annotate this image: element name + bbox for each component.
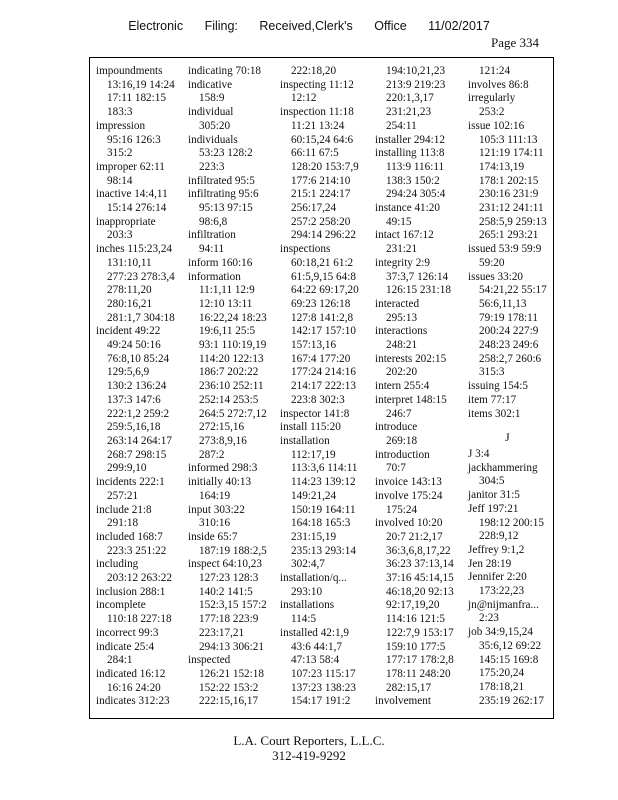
index-entry: interactions <box>375 325 428 338</box>
index-entry: installing 113:8 <box>375 147 445 160</box>
index-continuation: 164:18 165:3 <box>291 517 351 530</box>
index-entry: issues 33:20 <box>468 270 524 283</box>
index-continuation: 177:6 214:10 <box>291 174 351 187</box>
section-letter: J <box>505 430 510 445</box>
index-entry: irregularly <box>468 92 516 105</box>
index-continuation: 223:3 251:22 <box>107 544 167 557</box>
word-index-box <box>89 57 554 719</box>
index-entry: incidents 222:1 <box>96 476 165 489</box>
index-entry: impression <box>96 119 146 132</box>
index-continuation: 173:22,23 <box>479 585 525 598</box>
index-continuation: 315:2 <box>107 147 133 160</box>
index-continuation: 157:13,16 <box>291 339 337 352</box>
index-continuation: 56:6,11,13 <box>479 297 527 310</box>
header-electronic: Electronic <box>128 19 184 33</box>
footer <box>0 733 618 763</box>
index-entry: Jen 28:19 <box>468 557 512 570</box>
index-continuation: 94:11 <box>199 243 225 256</box>
index-continuation: 231:21 <box>386 243 418 256</box>
index-continuation: 37:3,7 126:14 <box>386 270 449 283</box>
index-entry: input 303:22 <box>188 503 245 516</box>
index-continuation: 17:11 182:15 <box>107 92 166 105</box>
index-entry: items 302:1 <box>468 407 521 420</box>
index-entry: improper 62:11 <box>96 160 165 173</box>
header-office: Office <box>374 19 407 33</box>
header-received: Received,Clerk's <box>259 19 353 33</box>
index-continuation: 198:12 200:15 <box>479 516 544 529</box>
index-entry: impoundments <box>96 65 163 77</box>
index-continuation: 177:18 223:9 <box>199 613 259 626</box>
index-continuation: 299:9,10 <box>107 462 147 475</box>
index-entry: Jeffrey 9:1,2 <box>468 543 525 556</box>
index-continuation: 66:11 67:5 <box>291 147 339 160</box>
index-continuation: 167:4 177:20 <box>291 352 351 365</box>
index-continuation: 305:20 <box>199 119 231 132</box>
index-continuation: 95:16 126:3 <box>107 133 161 146</box>
index-continuation: 12:12 <box>291 92 317 105</box>
index-continuation: 248:23 249:6 <box>479 339 539 352</box>
index-continuation: 129:5,6,9 <box>107 366 150 379</box>
index-continuation: 60:15,24 64:6 <box>291 133 354 146</box>
index-entry: infiltration <box>188 229 236 242</box>
index-continuation: 154:17 191:2 <box>291 695 351 708</box>
index-continuation: 152:3,15 157:2 <box>199 599 267 612</box>
index-continuation: 126:15 231:18 <box>386 284 451 297</box>
index-continuation: 230:16 231:9 <box>479 188 539 201</box>
index-continuation: 263:14 264:17 <box>107 434 172 447</box>
index-continuation: 231:21,23 <box>386 106 432 119</box>
index-entry: introduce <box>375 421 418 434</box>
index-continuation: 282:15,17 <box>386 681 432 694</box>
index-entry: integrity 2:9 <box>375 256 430 269</box>
page-number: Page 334 <box>491 35 540 50</box>
index-continuation: 187:19 188:2,5 <box>199 544 267 557</box>
index-entry: intact 167:12 <box>375 229 434 242</box>
index-continuation: 259:5,16,18 <box>107 421 161 434</box>
index-continuation: 105:3 111:13 <box>479 133 538 146</box>
index-entry: installer 294:12 <box>375 133 445 146</box>
index-continuation: 159:10 177:5 <box>386 640 446 653</box>
index-continuation: 16:22,24 18:23 <box>199 311 267 324</box>
index-continuation: 152:22 153:2 <box>199 681 259 694</box>
index-continuation: 202:20 <box>386 366 418 379</box>
index-entry: including <box>96 558 139 571</box>
index-entry: Jennifer 2:20 <box>468 571 527 584</box>
index-continuation: 222:15,16,17 <box>199 695 259 708</box>
index-entry: individual <box>188 106 234 119</box>
index-continuation: 113:9 116:11 <box>386 160 445 173</box>
index-entry: inspection 11:18 <box>280 106 354 119</box>
index-entry: janitor 31:5 <box>468 489 520 502</box>
index-continuation: 258:2,7 260:6 <box>479 352 542 365</box>
index-entry: interests 202:15 <box>375 352 447 365</box>
index-entry: indicate 25:4 <box>96 640 155 653</box>
index-entry: infiltrating 95:6 <box>188 188 259 201</box>
index-continuation: 277:23 278:3,4 <box>107 270 175 283</box>
index-entry: inspections <box>280 243 331 256</box>
index-continuation: 183:3 <box>107 106 133 119</box>
index-continuation: 79:19 178:11 <box>479 311 538 324</box>
index-entry: issued 53:9 59:9 <box>468 243 542 256</box>
index-continuation: 69:23 126:18 <box>291 297 351 310</box>
index-continuation: 287:2 <box>199 448 225 461</box>
index-entry: informed 298:3 <box>188 462 258 475</box>
index-continuation: 113:3,6 114:11 <box>291 462 358 475</box>
index-continuation: 223:17,21 <box>199 626 245 639</box>
index-continuation: 194:10,21,23 <box>386 65 446 77</box>
index-continuation: 121:24 <box>479 65 511 77</box>
index-continuation: 177:17 178:2,8 <box>386 654 454 667</box>
index-continuation: 13:16,19 14:24 <box>107 78 175 91</box>
index-continuation: 126:21 152:18 <box>199 667 264 680</box>
index-continuation: 293:10 <box>291 585 323 598</box>
index-continuation: 315:3 <box>479 366 505 379</box>
index-continuation: 254:11 <box>386 119 417 132</box>
index-continuation: 98:6,8 <box>199 215 228 228</box>
index-entry: installation/q... <box>280 572 347 585</box>
index-entry: inspecting 11:12 <box>280 78 354 91</box>
index-continuation: 130:2 136:24 <box>107 380 167 393</box>
index-continuation: 36:3,6,8,17,22 <box>386 544 451 557</box>
index-continuation: 236:10 252:11 <box>199 380 264 393</box>
index-column-5 <box>468 65 547 708</box>
index-continuation: 60:18,21 61:2 <box>291 256 354 269</box>
index-continuation: 11:1,11 12:9 <box>199 284 255 297</box>
index-continuation: 178:11 248:20 <box>386 667 451 680</box>
index-continuation: 114:5 <box>291 613 317 626</box>
index-continuation: 235:13 293:14 <box>291 544 356 557</box>
index-continuation: 220:1,3,17 <box>386 92 434 105</box>
index-continuation: 280:16,21 <box>107 297 153 310</box>
index-continuation: 294:24 305:4 <box>386 188 446 201</box>
index-column-1 <box>96 65 175 709</box>
index-continuation: 178:1 202:15 <box>479 174 539 187</box>
index-entry: inspector 141:8 <box>280 407 350 420</box>
index-continuation: 59:20 <box>479 256 505 269</box>
index-entry: item 77:17 <box>468 393 517 406</box>
index-continuation: 114:20 122:13 <box>199 352 264 365</box>
index-continuation: 11:21 13:24 <box>291 119 345 132</box>
index-entry: J 3:4 <box>468 447 490 460</box>
index-continuation: 252:14 253:5 <box>199 393 259 406</box>
index-entry: indicated 16:12 <box>96 667 166 680</box>
index-column-4 <box>375 65 454 709</box>
index-continuation: 264:5 272:7,12 <box>199 407 267 420</box>
index-continuation: 93:1 110:19,19 <box>199 339 267 352</box>
index-continuation: 174:13,19 <box>479 160 525 173</box>
footer-company: L.A. Court Reporters, L.L.C. <box>233 733 385 748</box>
index-continuation: 127:8 141:2,8 <box>291 311 354 324</box>
index-continuation: 36:23 37:13,14 <box>386 558 454 571</box>
index-continuation: 53:23 128:2 <box>199 147 253 160</box>
index-continuation: 47:13 58:4 <box>291 654 340 667</box>
index-entry: information <box>188 270 241 283</box>
index-entry: involve 175:24 <box>375 489 443 502</box>
index-entry: inches 115:23,24 <box>96 243 173 256</box>
index-continuation: 200:24 227:9 <box>479 325 539 338</box>
filing-header <box>0 19 618 33</box>
index-continuation: 112:17,19 <box>291 448 336 461</box>
index-entry: inspected <box>188 654 231 667</box>
index-continuation: 291:18 <box>107 517 139 530</box>
index-continuation: 70:7 <box>386 462 406 475</box>
index-continuation: 12:10 13:11 <box>199 297 253 310</box>
index-continuation: 20:7 21:2,17 <box>386 530 443 543</box>
index-continuation: 64:22 69:17,20 <box>291 284 359 297</box>
index-continuation: 213:9 219:23 <box>386 78 446 91</box>
index-entry: indicative <box>188 78 233 91</box>
index-continuation: 269:18 <box>386 434 418 447</box>
index-entry: incident 49:22 <box>96 325 161 338</box>
index-continuation: 235:19 262:17 <box>479 694 544 707</box>
index-entry: indicates 312:23 <box>96 695 170 708</box>
index-continuation: 140:2 141:5 <box>199 585 253 598</box>
index-continuation: 175:24 <box>386 503 418 516</box>
index-entry: involved 10:20 <box>375 517 443 530</box>
index-continuation: 256:17,24 <box>291 202 337 215</box>
index-entry: involves 86:8 <box>468 78 529 91</box>
index-entry: invoice 143:13 <box>375 476 442 489</box>
index-entry: installations <box>280 599 335 612</box>
index-continuation: 177:24 214:16 <box>291 366 356 379</box>
index-continuation: 284:1 <box>107 654 133 667</box>
index-continuation: 302:4,7 <box>291 558 325 571</box>
index-continuation: 294:14 296:22 <box>291 229 356 242</box>
index-continuation: 278:11,20 <box>107 284 152 297</box>
index-continuation: 175:20,24 <box>479 667 525 680</box>
index-entry: introduction <box>375 448 430 461</box>
index-continuation: 110:18 227:18 <box>107 613 172 626</box>
index-continuation: 203:12 263:22 <box>107 572 172 585</box>
index-continuation: 35:6,12 69:22 <box>479 639 542 652</box>
index-entry: inactive 14:4,11 <box>96 188 168 201</box>
index-entry: installed 42:1,9 <box>280 626 349 639</box>
index-entry: inspect 64:10,23 <box>188 558 262 571</box>
index-entry: jackhammering <box>468 461 538 474</box>
index-continuation: 257:21 <box>107 489 139 502</box>
index-continuation: 248:21 <box>386 339 418 352</box>
index-continuation: 253:2 <box>479 106 505 119</box>
index-continuation: 149:21,24 <box>291 489 337 502</box>
index-continuation: 98:14 <box>107 174 133 187</box>
index-continuation: 49:24 50:16 <box>107 339 161 352</box>
index-entry: inclusion 288:1 <box>96 585 166 598</box>
header-date: 11/02/2017 <box>428 19 490 33</box>
index-continuation: 273:8,9,16 <box>199 434 247 447</box>
index-entry: inappropriate <box>96 215 156 228</box>
index-continuation: 121:19 174:11 <box>479 147 544 160</box>
index-continuation: 137:3 147:6 <box>107 393 161 406</box>
index-continuation: 19:6,11 25:5 <box>199 325 256 338</box>
index-entry: intern 255:4 <box>375 380 430 393</box>
index-continuation: 158:9 <box>199 92 225 105</box>
index-continuation: 43:6 44:1,7 <box>291 640 342 653</box>
index-entry: infiltrated 95:5 <box>188 174 255 187</box>
index-continuation: 92:17,19,20 <box>386 599 440 612</box>
index-entry: issuing 154:5 <box>468 380 528 393</box>
index-continuation: 76:8,10 85:24 <box>107 352 170 365</box>
index-continuation: 138:3 150:2 <box>386 174 440 187</box>
index-continuation: 186:7 202:22 <box>199 366 259 379</box>
index-entry: installation <box>280 434 330 447</box>
index-entry: incomplete <box>96 599 146 612</box>
index-continuation: 137:23 138:23 <box>291 681 356 694</box>
index-entry: issue 102:16 <box>468 119 525 132</box>
index-entry: initially 40:13 <box>188 476 252 489</box>
index-continuation: 265:1 293:21 <box>479 229 539 242</box>
index-entry: interacted <box>375 297 420 310</box>
index-entry: included 168:7 <box>96 530 163 543</box>
index-continuation: 294:13 306:21 <box>199 640 264 653</box>
index-entry: incorrect 99:3 <box>96 626 159 639</box>
index-column-2 <box>188 65 267 709</box>
index-continuation: 95:13 97:15 <box>199 202 253 215</box>
index-column-3 <box>280 65 359 709</box>
index-continuation: 107:23 115:17 <box>291 667 356 680</box>
index-continuation: 150:19 164:11 <box>291 503 356 516</box>
index-continuation: 61:5,9,15 64:8 <box>291 270 356 283</box>
index-continuation: 257:2 258:20 <box>291 215 351 228</box>
index-continuation: 272:15,16 <box>199 421 245 434</box>
index-entry: individuals <box>188 133 238 146</box>
index-continuation: 268:7 298:15 <box>107 448 167 461</box>
index-continuation: 231:15,19 <box>291 530 337 543</box>
index-entry: involvement <box>375 695 431 708</box>
index-continuation: 281:1,7 304:18 <box>107 311 175 324</box>
index-continuation: 2:23 <box>479 612 499 625</box>
index-continuation: 178:18,21 <box>479 680 525 693</box>
index-continuation: 16:16 24:20 <box>107 681 161 694</box>
index-continuation: 258:5,9 259:13 <box>479 215 547 228</box>
index-continuation: 310:16 <box>199 517 231 530</box>
index-continuation: 15:14 276:14 <box>107 202 167 215</box>
index-continuation: 114:23 139:12 <box>291 476 356 489</box>
index-entry: install 115:20 <box>280 421 341 434</box>
index-continuation: 228:9,12 <box>479 530 519 543</box>
index-continuation: 122:7,9 153:17 <box>386 626 454 639</box>
index-continuation: 127:23 128:3 <box>199 572 259 585</box>
index-entry: job 34:9,15,24 <box>468 626 533 639</box>
index-entry: include 21:8 <box>96 503 152 516</box>
index-continuation: 222:18,20 <box>291 65 337 77</box>
index-entry: inform 160:16 <box>188 256 253 269</box>
index-continuation: 203:3 <box>107 229 133 242</box>
index-continuation: 145:15 169:8 <box>479 653 539 666</box>
index-continuation: 295:13 <box>386 311 418 324</box>
header-filing: Filing: <box>204 19 238 33</box>
index-entry: indicating 70:18 <box>188 65 262 77</box>
index-continuation: 49:15 <box>386 215 412 228</box>
index-continuation: 142:17 157:10 <box>291 325 356 338</box>
index-continuation: 246:7 <box>386 407 412 420</box>
index-continuation: 231:12 241:11 <box>479 202 544 215</box>
index-continuation: 46:18,20 92:13 <box>386 585 454 598</box>
index-entry: jn@nijmanfra... <box>468 598 539 611</box>
index-continuation: 215:1 224:17 <box>291 188 351 201</box>
index-entry: interpret 148:15 <box>375 393 447 406</box>
index-continuation: 131:10,11 <box>107 256 152 269</box>
index-continuation: 223:8 302:3 <box>291 393 345 406</box>
index-entry: instance 41:20 <box>375 202 440 215</box>
index-continuation: 214:17 222:13 <box>291 380 356 393</box>
index-entry: inside 65:7 <box>188 530 238 543</box>
index-continuation: 128:20 153:7,9 <box>291 160 359 173</box>
index-continuation: 223:3 <box>199 160 225 173</box>
index-continuation: 54:21,22 55:17 <box>479 284 547 297</box>
index-continuation: 304:5 <box>479 475 505 488</box>
index-continuation: 37:16 45:14,15 <box>386 572 454 585</box>
index-continuation: 222:1,2 259:2 <box>107 407 170 420</box>
index-continuation: 164:19 <box>199 489 231 502</box>
footer-phone: 312-419-9292 <box>272 748 346 763</box>
index-continuation: 114:16 121:5 <box>386 613 445 626</box>
index-entry: Jeff 197:21 <box>468 502 519 515</box>
